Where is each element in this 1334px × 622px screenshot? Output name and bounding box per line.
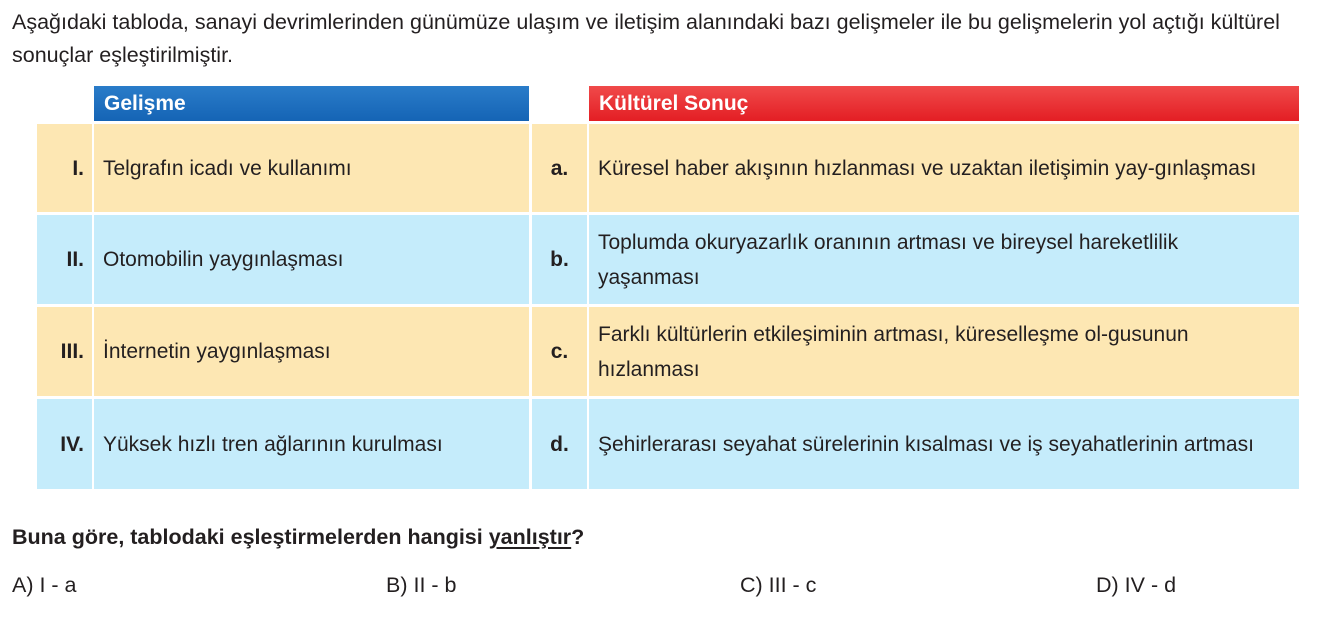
option-b[interactable]: B) II - b bbox=[386, 573, 457, 597]
row-number: IV. bbox=[37, 399, 92, 489]
development-cell: Otomobilin yaygınlaşması bbox=[94, 215, 529, 304]
development-cell: Yüksek hızlı tren ağlarının kurulması bbox=[94, 399, 529, 489]
result-cell: Toplumda okuryazarlık oranının artması ve bireysel hareketlilik yaşanması bbox=[589, 215, 1299, 304]
result-letter: c. bbox=[532, 307, 587, 396]
option-a[interactable]: A) I - a bbox=[12, 573, 77, 597]
result-letter: d. bbox=[532, 399, 587, 489]
intro-text: Aşağıdaki tabloda, sanayi devrimlerinden günümüze ulaşım ve iletişim alanındaki bazı gelişmeler ile bu gelişmelerin yol açtığı kültürel sonuçlar eşleştirilmiştir. bbox=[12, 10, 1280, 67]
table-header-development: Gelişme bbox=[94, 86, 529, 121]
question-mark: ? bbox=[571, 525, 585, 549]
row-number: II. bbox=[37, 215, 92, 304]
option-d[interactable]: D) IV - d bbox=[1096, 573, 1177, 597]
table-header-cultural-result: Kültürel Sonuç bbox=[589, 86, 1299, 121]
result-cell: Küresel haber akışının hızlanması ve uzaktan iletişimin yay-gınlaşması bbox=[589, 124, 1299, 212]
development-cell: İnternetin yaygınlaşması bbox=[94, 307, 529, 396]
question-underlined-word: yanlıştır bbox=[488, 525, 572, 549]
row-number: III. bbox=[37, 307, 92, 396]
question-text bbox=[12, 519, 584, 555]
option-c[interactable]: C) III - c bbox=[740, 573, 817, 597]
result-cell: Farklı kültürlerin etkileşiminin artması, küreselleşme ol-gusunun hızlanması bbox=[589, 307, 1299, 396]
result-cell: Şehirlerarası seyahat sürelerinin kısalması ve iş seyahatlerinin artması bbox=[589, 399, 1299, 489]
result-letter: a. bbox=[532, 124, 587, 212]
result-letter: b. bbox=[532, 215, 587, 304]
development-cell: Telgrafın icadı ve kullanımı bbox=[94, 124, 529, 212]
row-number: I. bbox=[37, 124, 92, 212]
question-prefix: Buna göre, tablodaki eşleştirmelerden hangisi bbox=[12, 525, 489, 549]
